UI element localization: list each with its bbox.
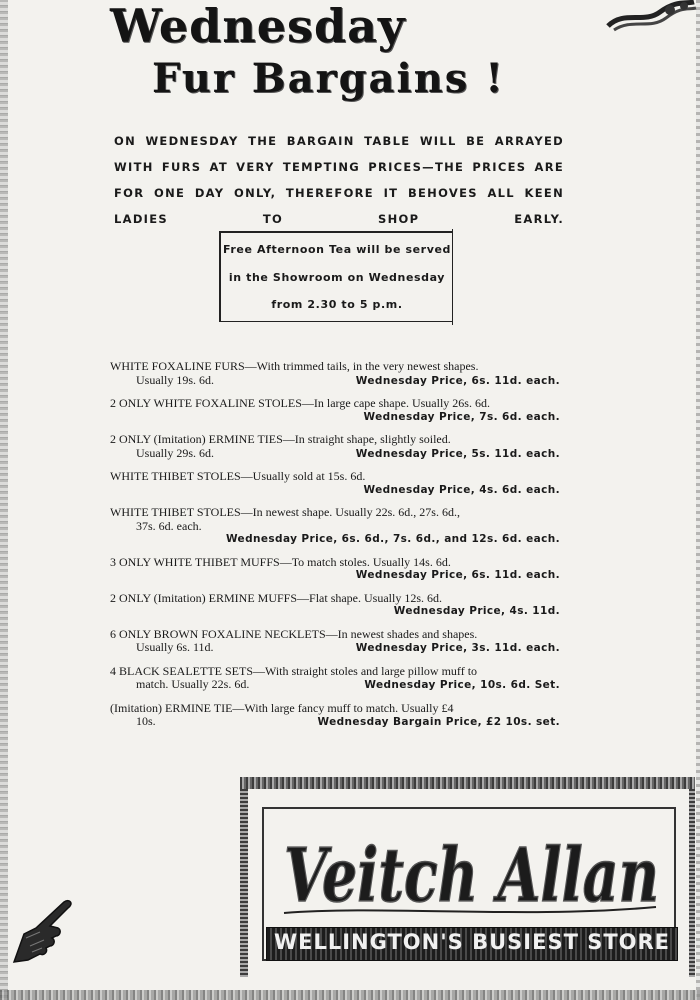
item-wednesday-price: Wednesday Price, 4s. 11d. bbox=[393, 605, 560, 617]
intro-paragraph: ON WEDNESDAY THE BARGAIN TABLE WILL BE ARRAYED WITH FURS AT VERY TEMPTING PRICES—THE PRICES ARE FOR ONE DAY ONLY, THEREFORE IT BEHOVES ALL KEEN LADIES TO SHOP EARLY. bbox=[114, 134, 564, 226]
item-description: WHITE THIBET STOLES—Usually sold at 15s. 6d. bbox=[110, 469, 366, 483]
tagline-band bbox=[266, 927, 678, 961]
page-edge-left bbox=[0, 0, 8, 1000]
item-wednesday-price: Wednesday Price, 3s. 11d. each. bbox=[355, 642, 560, 654]
list-item bbox=[110, 665, 560, 693]
store-logo-panel bbox=[240, 777, 695, 977]
headline-fur-bargains: Fur Bargains ! bbox=[152, 55, 505, 102]
store-tagline: WELLINGTON'S BUSIEST STORE bbox=[273, 930, 671, 954]
pointing-hand-icon bbox=[6, 888, 76, 968]
item-description: 2 ONLY (Imitation) ERMINE MUFFS—Flat shape. Usually 12s. 6d. bbox=[110, 590, 443, 605]
list-item bbox=[110, 628, 560, 656]
brand-name: Veitch Allan bbox=[284, 833, 659, 919]
item-description: 6 ONLY BROWN FOXALINE NECKLETS—In newest shades and shapes. bbox=[110, 626, 478, 641]
list-item bbox=[110, 470, 560, 497]
bargain-list bbox=[110, 360, 560, 739]
list-item bbox=[110, 433, 560, 461]
list-item bbox=[110, 592, 560, 619]
item-wednesday-price: Wednesday Price, 7s. 6d. each. bbox=[363, 410, 560, 423]
item-wednesday-price: Wednesday Price, 6s. 6d., 7s. 6d., and 12s. 6d. each. bbox=[225, 533, 560, 545]
item-description: 2 ONLY WHITE FOXALINE STOLES—In large cape shape. Usually 26s. 6d. bbox=[110, 396, 490, 410]
item-usual-price: 37s. 6d. each. bbox=[136, 518, 202, 533]
item-usual-price: Usually 29s. 6d. bbox=[136, 445, 214, 460]
list-item bbox=[110, 360, 560, 388]
logo-frame-top bbox=[240, 777, 695, 789]
item-wednesday-price: Wednesday Bargain Price, £2 10s. set. bbox=[317, 716, 560, 728]
item-description: 3 ONLY WHITE THIBET MUFFS—To match stoles. Usually 14s. 6d. bbox=[110, 554, 451, 569]
list-item bbox=[110, 702, 560, 730]
tea-notice-line-2: in the Showroom on Wednesday bbox=[228, 271, 446, 284]
corner-flourish-icon bbox=[604, 0, 698, 34]
page-edge-right bbox=[696, 0, 700, 1000]
headline-wednesday: Wednesday bbox=[110, 0, 406, 53]
page-edge-bottom bbox=[0, 990, 700, 1000]
item-usual-price: match. Usually 22s. 6d. bbox=[136, 677, 250, 691]
logo-frame-right bbox=[689, 789, 695, 977]
item-wednesday-price: Wednesday Price, 4s. 6d. each. bbox=[363, 483, 560, 496]
item-description: WHITE FOXALINE FURS—With trimmed tails, in the very newest shapes. bbox=[110, 359, 479, 373]
afternoon-tea-notice bbox=[220, 231, 453, 322]
list-item bbox=[110, 397, 560, 424]
tea-notice-line-3: from 2.30 to 5 p.m. bbox=[271, 298, 403, 311]
item-usual-price: Usually 6s. 11d. bbox=[136, 640, 214, 654]
item-wednesday-price: Wednesday Price, 5s. 11d. each. bbox=[355, 447, 560, 460]
list-item bbox=[110, 506, 560, 547]
item-wednesday-price: Wednesday Price, 10s. 6d. Set. bbox=[364, 679, 560, 691]
item-wednesday-price: Wednesday Price, 6s. 11d. each. bbox=[355, 569, 560, 581]
item-usual-price: 10s. bbox=[136, 714, 156, 728]
item-description: 4 BLACK SEALETTE SETS—With straight stoles and large pillow muff to bbox=[110, 663, 478, 678]
item-wednesday-price: Wednesday Price, 6s. 11d. each. bbox=[355, 374, 560, 387]
list-item bbox=[110, 556, 560, 583]
item-usual-price: Usually 19s. 6d. bbox=[136, 372, 214, 387]
item-description: WHITE THIBET STOLES—In newest shape. Usually 22s. 6d., 27s. 6d., bbox=[110, 505, 460, 519]
tea-notice-line-1: Free Afternoon Tea will be served bbox=[223, 243, 451, 256]
logo-frame-left bbox=[240, 789, 248, 977]
item-description: 2 ONLY (Imitation) ERMINE TIES—In straight shape, slightly soiled. bbox=[110, 432, 451, 446]
item-description: (Imitation) ERMINE TIE—With large fancy muff to match. Usually £4 bbox=[110, 700, 454, 715]
